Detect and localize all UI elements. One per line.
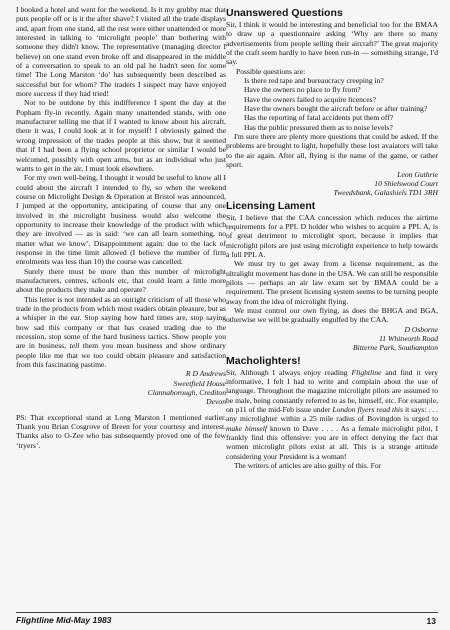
signature-name: D Osborne — [404, 324, 438, 334]
letter-paragraph: Sir, I believe that the CAA concession which reduces the airtime requirements for a PPL D holder who wishes to acquire a PPL A, is of great detriment to microlight sport, because it implies that microlight pilots are just using microlight experience to help towards a full PPL A. — [226, 212, 438, 259]
paragraph-text: known to Dave . . . . As a female microlight pilot, I frankly find this offensive: you are in effect denying the fact that women microlight pilots exist at all. This is a strange attitude considering your President is a woman! — [226, 423, 439, 461]
signature-address: Bitterne Park, Southampton — [353, 343, 438, 353]
list-item: Is there red tape and bureaucracy creeping in? — [244, 76, 384, 86]
signature-address: 10 Shielswood Court — [374, 178, 438, 188]
magazine-title: Flightline — [351, 367, 382, 377]
questions-list — [226, 76, 438, 132]
quoted-heading: London flyers read this — [332, 405, 403, 415]
paragraph-text: This letter is not intended as an outright criticism of all those who trade in the products from which most readers obtain pleasure, but as a whisper in the ear. Stop saying how hard times are, stop saying how sad this company or that has ceased trading due to the recession, stop some of the hard business tactics. Show people you are in business, — [16, 294, 226, 351]
page-footer — [16, 612, 438, 625]
left-column — [16, 5, 226, 450]
letter-paragraph: Not to be outdone by this indifference I spent the day at the Popham fly-in recently. Again many unattended stands, with one manufacturer telling me that if I wanted to know about his aircraft, there it was, I could look at it for myself! I obviously gained the wrong impression of the trades people at this show, but it seemed that if I had been a flying school proprietor or similar I would be welcomed, possibly with open arms, but as an individual who just wants to get in the air, I must look elsewhere. — [16, 98, 226, 173]
letter-paragraph — [16, 295, 226, 370]
signature-name: Leon Guthrie — [397, 169, 438, 179]
list-item: Have the owners no place to fly from? — [244, 85, 361, 95]
emphasis-text: tell — [69, 341, 80, 351]
list-item: Have the owners failed to acquire licences? — [244, 94, 376, 104]
paragraph-text: them you mean business and show ordinary people like me that we too could obtain pleasure and satisfaction from this fascinating pastime. — [16, 341, 226, 370]
paragraph-text: and find it very informative, I felt I had to write and complain about the use of language. Throughout the magazine microlight pilots are assumed to be male, being constantly referred to as he, himself, etc. For example, on p11 of the mid-Feb issue under — [226, 367, 438, 415]
paragraph-text: it says: . . . any microlighter within a 25 mile radius of Bovingdon is urged to — [226, 405, 438, 424]
signature-address: 11 Whitworth Road — [379, 334, 438, 343]
page-number: 13 — [426, 616, 436, 626]
signature-block — [226, 170, 438, 198]
signature-block — [226, 325, 438, 353]
signature-block — [16, 369, 226, 406]
letter-paragraph: The writers of articles are also guilty of this. For — [234, 461, 382, 471]
signature-address: Tweedsbank, Galashiels TD1 3RH — [333, 188, 438, 198]
letter-heading: Licensing Lament — [226, 199, 316, 212]
letter-paragraph: I'm sure there are plenty more questions that could be asked. If the problems are brought to light, hopefully these lost avaiators will take to the air again. After all, flying is the name of the game, or rather sport. — [226, 132, 438, 170]
letter-paragraph: We must try to get away from a license requirement, as the ultralight movement has done in the USA. We can still be responsible pilots — perhaps an air law exam set by BMAA could be a requirement. The present licensing system seems to be turning people away from the idea of microlight flying. — [226, 259, 438, 306]
letter-paragraph: For my own well-being, I thought it would be useful to know all I could about the aircraft I intended to fly, so when the weekend course on Microlight Design & Operation at Bristol was announced, I jumped at the opportunity, anticipating of course that any one involved in the microlight business would also welcome the opportunity to increase their knowledge of the product with which they are involved — as is said: ‘we can all learn something, no matter what we know’. Disappointment again: due to the lack of response in the time limit allowed (I believe the number of firm enrolments was less than 10) the course was cancelled. — [16, 173, 226, 267]
letter-paragraph: Surely there must be more than this number of microlight manufacturers, centres, schools etc, that could learn a little more about the products they make and operate? — [16, 266, 226, 295]
list-item: Has the reporting of fatal accidents put them off? — [244, 113, 394, 123]
publication-name: Flightline Mid-May 1983 — [16, 615, 112, 625]
letter-paragraph: Sir, I think it would be interesting and beneficial too for the BMAA to draw up a questionnaire asking ‘Why are there so many advertisements from people selling their aircraft?’ The great majority of the craft seem hardly to have been run-in — something strange, I'd say. — [226, 20, 438, 67]
letter-heading: Unanswered Questions — [226, 7, 343, 19]
postscript: PS: That exceptional stand at Long Marston I mentioned earlier. Thank you Brian Cosgrove of Breen for your courtesy and interest. Thanks also to O-Zee who has subsequently proved one of the few ‘tryers’. — [16, 412, 226, 450]
list-item: Has the public pressured them as to noise levels? — [244, 122, 393, 132]
list-item: Have the owners bought the aircraft before or after training? — [244, 104, 428, 114]
signature-name: R D Andrews — [185, 369, 226, 379]
letter-heading: Macholighters! — [226, 354, 301, 367]
right-column — [226, 5, 438, 470]
signature-address: Clannaborough, Crediton — [147, 388, 226, 398]
quoted-phrase: make himself — [226, 423, 267, 433]
letter-paragraph — [226, 368, 438, 461]
signature-address: Sweetfield House — [173, 378, 226, 388]
letter-paragraph: We must control our own flying, as does the BHGA and BGA, otherwise we will be gradually engulfed by the CAA. — [226, 305, 438, 325]
letter-paragraph: I booked a hotel and went for the weekend. Is it my grubby mac that puts people off or is it the after shave? I visited all the trade displays and, apart from one stand, all the rest were either unattended or more interested in talking to ‘microlight people’ than bothering with someone they didn't know. The representative (managing director I believe) on one stand even broke off and disappeared in the middle of a conversation to speak to an old pal he hadn't seen for some time! The Long Marston ‘do’ has subsequently been described as successful but for whom? The traders I suspect may have enjoyed more success if they had tried! — [16, 5, 226, 99]
signature-address: Devon — [206, 397, 226, 407]
questions-intro: Possible questions are: — [236, 66, 306, 76]
paragraph-text: Sir, Although I always enjoy reading — [226, 367, 352, 377]
